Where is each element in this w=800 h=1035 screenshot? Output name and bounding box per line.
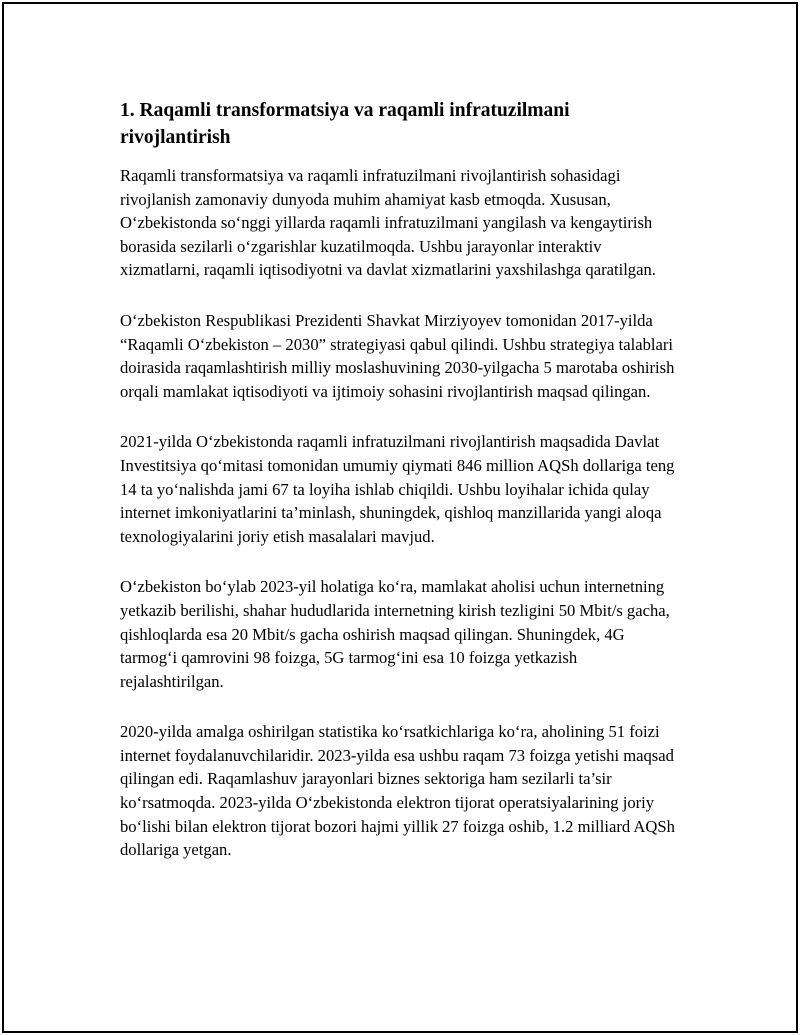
paragraph-4: O‘zbekiston bo‘ylab 2023-yil holatiga ko‘ra, mamlakat aholisi uchun internetning yetkazib berilishi, shahar hududlarida internetning kirish tezligini 50 Mbit/s gacha, qishloqlarda esa 20 Mbit/s gacha oshirish maqsad qilingan. Shuningdek, 4G tarmog‘i qamrovini 98 foizga, 5G tarmog‘ini esa 10 foizga yetkazish rejalashtirilgan. xyxy=(120,577,670,691)
document-page xyxy=(2,2,798,1033)
paragraph-5: 2020-yilda amalga oshirilgan statistika ko‘rsatkichlariga ko‘ra, aholining 51 foizi internet foydalanuvchilaridir. 2023-yilda esa ushbu raqam 73 foizga yetishi maqsad qilingan edi. Raqamlashuv jarayonlari biznes sektoriga ham sezilarli ta’sir ko‘rsatmoqda. 2023-yilda O‘zbekistonda elektron tijorat operatsiyalarining joriy bo‘lishi bilan elektron tijorat bozori hajmi yillik 27 foizga oshib, 1.2 milliard AQSh dollariga yetgan. xyxy=(120,722,675,860)
paragraph-2: O‘zbekiston Respublikasi Prezidenti Shavkat Mirziyoyev tomonidan 2017-yilda “Raqamli O‘zbekiston – 2030” strategiyasi qabul qilindi. Ushbu strategiya talablari doirasida raqamlashtirish milliy moslashuvining 2030-yilgacha 5 marotaba oshirish orqali mamlakat iqtisodiyoti va ijtimoiy sohasini rivojlantirish maqsad qilingan. xyxy=(120,310,675,401)
paragraph-3: 2021-yilda O‘zbekistonda raqamli infratuzilmani rivojlantirish maqsadida Davlat Investitsiya qo‘mitasi tomonidan umumiy qiymati 846 million AQSh dollariga teng 14 ta yo‘nalishda jami 67 ta loyiha ishlab chiqildi. Ushbu loyihalar ichida qulay internet imkoniyatlarini ta’minlash, shuningdek, qishloq manzillarida yangi aloqa texnologiyalarini joriy etish masalalari mavjud. xyxy=(120,432,675,546)
section-heading: 1. Raqamli transformatsiya va raqamli infratuzilmani rivojlantirish xyxy=(120,100,570,148)
document-body xyxy=(120,97,680,889)
paragraph-1: Raqamli transformatsiya va raqamli infratuzilmani rivojlantirish sohasidagi rivojlanish zamonaviy dunyoda muhim ahamiyat kasb etmoqda. Xususan, O‘zbekistonda so‘nggi yillarda raqamli infratuzilmani yangilash va kengaytirish borasida sezilarli o‘zgarishlar kuzatilmoqda. Ushbu jarayonlar interaktiv xizmatlarni, raqamli iqtisodiyotni va davlat xizmatlarini yaxshilashga qaratilgan. xyxy=(120,166,656,280)
